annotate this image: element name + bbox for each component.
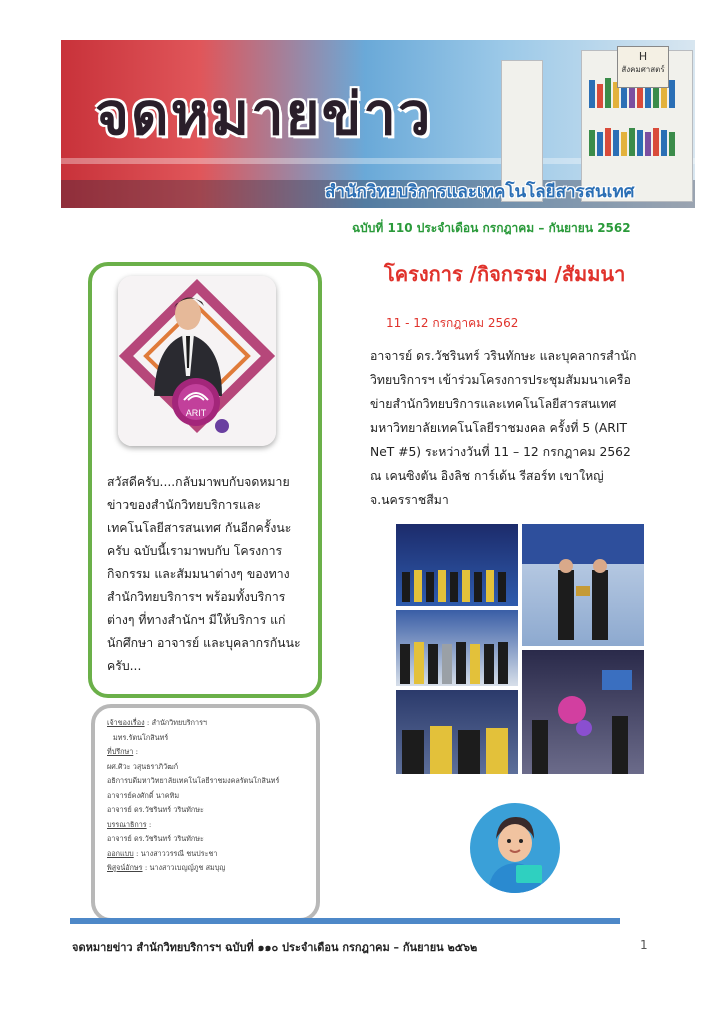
editor-value: อาจารย์ ดร.วัชรินทร์ วรินทักษะ bbox=[107, 834, 204, 843]
designer-row bbox=[107, 847, 307, 862]
advisor-item: อาจารย์ ดร.วัชรินทร์ วรินทักษะ bbox=[107, 805, 204, 814]
event-photo bbox=[396, 610, 518, 686]
owner-value: : สำนักวิทยบริการฯ bbox=[144, 718, 207, 727]
editor-row bbox=[107, 818, 307, 833]
proof-value: : นางสาวเบญญ์ภูช สมบุญ bbox=[142, 863, 226, 872]
footer-divider bbox=[70, 918, 620, 924]
advisor-item: อาจารย์คงศักดิ์ นาคทิม bbox=[107, 790, 180, 800]
event-photo-collage bbox=[396, 524, 644, 774]
designer-value: : นางสาววรรณี ชนประชา bbox=[133, 848, 218, 858]
section-title: โครงการ /กิจกรรม /สัมมนา bbox=[384, 262, 626, 286]
advisor-row bbox=[107, 745, 307, 760]
advisor-label: ที่ปรึกษา bbox=[107, 747, 134, 756]
article-body: อาจารย์ ดร.วัชรินทร์ วรินทักษะ และบุคลากรสำนักวิทยบริการฯ เข้าร่วมโครงการประชุมสัมมนาเครือข่ายสำนักวิทยบริการและเทคโนโลยีสารสนเทศ มหาวิทยาลัยเทคโนโลยีราชมงคล ครั้งที่ 5 (ARIT NeT #5) ระหว่างวันที่ 11 – 12 กรกฎาคม 2562 ณ เคนซิงตัน อิงลิช การ์เด้น รีสอร์ท เขาใหญ่ จ.นครราชสีมา bbox=[370, 349, 637, 507]
greeting-text: สวัสดีครับ....กลับมาพบกับจดหมายข่าวของสำนักวิทยบริการและเทคโนโลยีสารสนเทศ กันอีกครั้งนะครับ ฉบับนี้เรามาพบกับ โครงการ กิจกรรม และสัมมนาต่างๆ ของทางสำนักวิทยบริการฯ พร้อมทั้งบริการต่างๆ ที่ทางสำนักฯ มีให้บริการ แก่นักศึกษา อาจารย์ และบุคลากรกันนะครับ... bbox=[107, 475, 301, 673]
profile-photo bbox=[118, 276, 276, 446]
newsletter-subtitle: สำนักวิทยบริการและเทคโนโลยีสารสนเทศ bbox=[325, 182, 635, 202]
event-photo bbox=[396, 690, 518, 774]
credits bbox=[107, 716, 307, 876]
advisor-item: ผศ.ศิวะ วสุนธราภิวัฒก์ bbox=[107, 761, 179, 771]
profile-photo-art bbox=[118, 276, 276, 446]
designer-label: ออกแบบ bbox=[107, 848, 134, 858]
owner-label: เจ้าของเรื่อง bbox=[107, 718, 145, 727]
advisor-colon: : bbox=[133, 747, 139, 756]
page-number: 1 bbox=[640, 938, 648, 952]
shelf-sign bbox=[617, 46, 669, 88]
advisor-item: อธิการบดีมหาวิทยาลัยเทคโนโลยีราชมงคลรัตนโกสินทร์ bbox=[107, 776, 280, 785]
proof-row bbox=[107, 861, 307, 876]
shelf-sign-text: สังคมศาสตร์ bbox=[621, 65, 665, 74]
event-photo bbox=[522, 524, 644, 646]
footer-text: จดหมายข่าว สำนักวิทยบริการฯ ฉบับที่ ๑๑๐ ประจำเดือน กรกฎาคม – กันยายน ๒๕๖๒ bbox=[72, 941, 478, 954]
owner-value-2: มทร.รัตนโกสินทร์ bbox=[113, 732, 169, 742]
cartoon-avatar bbox=[470, 803, 560, 893]
arit-badge-text: ARIT bbox=[185, 408, 207, 418]
newsletter-title: จดหมายข่าว bbox=[95, 80, 433, 148]
editor-colon: : bbox=[146, 819, 152, 829]
owner-row bbox=[107, 716, 307, 731]
event-photo bbox=[522, 650, 644, 774]
editor-label: บรรณาธิการ bbox=[107, 819, 147, 829]
shelf-sign-letter: H bbox=[638, 50, 648, 63]
event-photo bbox=[396, 524, 518, 606]
proof-label: พิสูจน์อักษร bbox=[107, 863, 143, 872]
issue-line: ฉบับที่ 110 ประจำเดือน กรกฎาคม – กันยายน 2562 bbox=[352, 221, 631, 235]
article-date: 11 - 12 กรกฎาคม 2562 bbox=[386, 316, 519, 330]
